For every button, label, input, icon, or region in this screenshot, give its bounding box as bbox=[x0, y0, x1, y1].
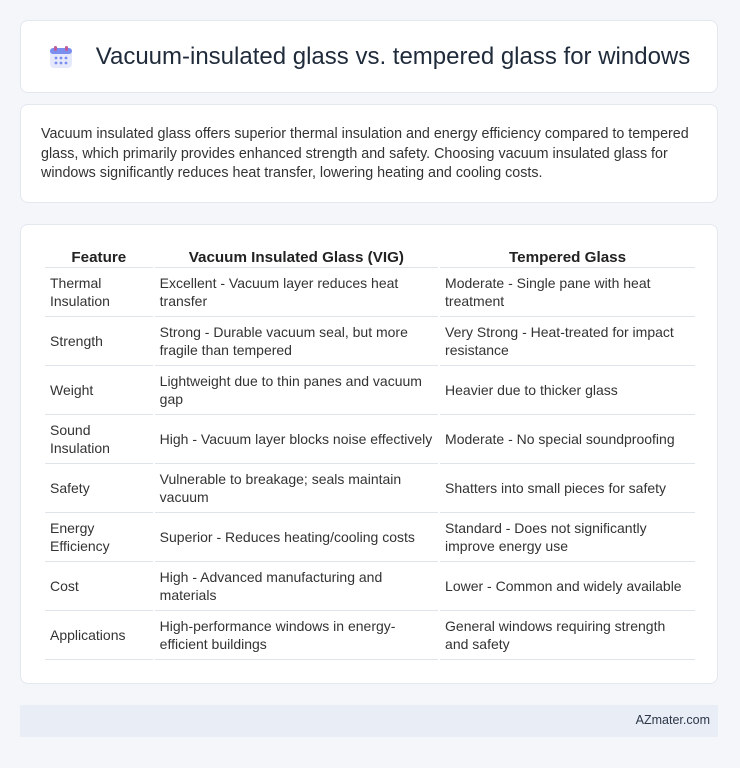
feature-cell: Energy Efficiency bbox=[45, 513, 153, 562]
table-row bbox=[45, 268, 695, 317]
page-title: Vacuum-insulated glass vs. tempered glass for windows bbox=[95, 42, 691, 70]
calendar-icon bbox=[48, 44, 74, 70]
feature-cell: Safety bbox=[45, 464, 153, 513]
header-tempered: Tempered Glass bbox=[440, 247, 695, 268]
table-row bbox=[45, 366, 695, 415]
tempered-cell: General windows requiring strength and safety bbox=[440, 611, 695, 660]
tempered-cell: Very Strong - Heat-treated for impact resistance bbox=[440, 317, 695, 366]
tempered-cell: Moderate - Single pane with heat treatment bbox=[440, 268, 695, 317]
vig-cell: High-performance windows in energy-efficient buildings bbox=[155, 611, 438, 660]
feature-cell: Sound Insulation bbox=[45, 415, 153, 464]
tempered-cell: Lower - Common and widely available bbox=[440, 562, 695, 611]
intro-card bbox=[20, 104, 718, 203]
title-card bbox=[20, 20, 718, 93]
feature-cell: Thermal Insulation bbox=[45, 268, 153, 317]
tempered-cell: Moderate - No special soundproofing bbox=[440, 415, 695, 464]
vig-cell: High - Advanced manufacturing and materials bbox=[155, 562, 438, 611]
table-header-row bbox=[45, 247, 695, 268]
feature-cell: Cost bbox=[45, 562, 153, 611]
vig-cell: High - Vacuum layer blocks noise effectively bbox=[155, 415, 438, 464]
table-row bbox=[45, 513, 695, 562]
feature-cell: Strength bbox=[45, 317, 153, 366]
table-row bbox=[45, 317, 695, 366]
table-row bbox=[45, 464, 695, 513]
table-row bbox=[45, 611, 695, 660]
feature-cell: Weight bbox=[45, 366, 153, 415]
header-feature: Feature bbox=[45, 247, 153, 268]
tempered-cell: Standard - Does not significantly improve energy use bbox=[440, 513, 695, 562]
vig-cell: Lightweight due to thin panes and vacuum gap bbox=[155, 366, 438, 415]
tempered-cell: Shatters into small pieces for safety bbox=[440, 464, 695, 513]
feature-cell: Applications bbox=[45, 611, 153, 660]
source-credit: AZmater.com bbox=[635, 713, 710, 727]
vig-cell: Excellent - Vacuum layer reduces heat transfer bbox=[155, 268, 438, 317]
comparison-card bbox=[20, 224, 718, 684]
vig-cell: Superior - Reduces heating/cooling costs bbox=[155, 513, 438, 562]
footer-bar bbox=[20, 705, 718, 737]
table-row bbox=[45, 562, 695, 611]
header-vig: Vacuum Insulated Glass (VIG) bbox=[155, 247, 438, 268]
vig-cell: Vulnerable to breakage; seals maintain vacuum bbox=[155, 464, 438, 513]
intro-paragraph: Vacuum insulated glass offers superior thermal insulation and energy efficiency compared to tempered glass, which primarily provides enhanced strength and safety. Choosing vacuum insulated glass for windows significantly reduces heat transfer, lowering heating and cooling costs. bbox=[41, 126, 689, 181]
comparison-table bbox=[43, 247, 697, 660]
title-wrap bbox=[21, 21, 717, 92]
tempered-cell: Heavier due to thicker glass bbox=[440, 366, 695, 415]
table-row bbox=[45, 415, 695, 464]
vig-cell: Strong - Durable vacuum seal, but more fragile than tempered bbox=[155, 317, 438, 366]
